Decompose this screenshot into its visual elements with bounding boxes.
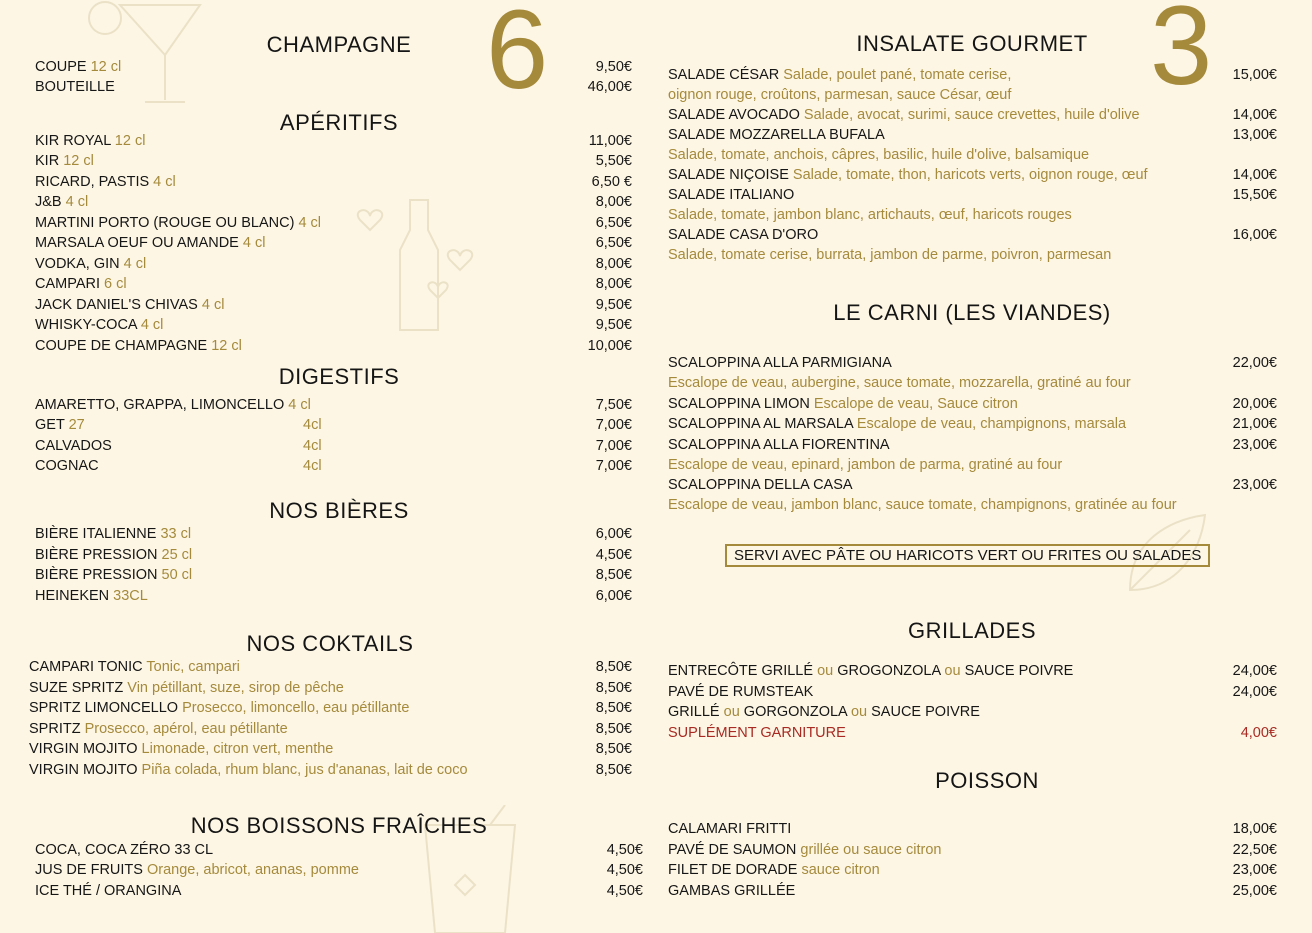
- item-price: 7,50€: [595, 397, 632, 413]
- item-price: 7,00€: [595, 458, 632, 474]
- menu-item: HEINEKEN 33CL: [35, 588, 148, 604]
- item-price: 8,50€: [595, 659, 632, 675]
- menu-item: BIÈRE PRESSION 25 cl: [35, 547, 193, 563]
- item-price: 8,50€: [595, 567, 632, 583]
- item-volume: 4cl: [303, 438, 322, 454]
- item-description: Escalope de veau, epinard, jambon de parma, gratiné au four: [668, 457, 1063, 473]
- item-price: 8,50€: [595, 762, 632, 778]
- section-title-champagne: CHAMPAGNE: [266, 32, 412, 57]
- item-description: Salade, tomate cerise, burrata, jambon de parme, poivron, parmesan: [668, 247, 1112, 263]
- menu-item: SPRITZ Prosecco, apérol, eau pétillante: [29, 721, 288, 737]
- item-price: 8,50€: [595, 741, 632, 757]
- section-title-digestifs: DIGESTIFS: [278, 364, 400, 389]
- item-price: 18,00€: [1232, 821, 1277, 837]
- menu-item: J&B 4 cl: [35, 194, 89, 210]
- menu-item: RICARD, PASTIS 4 cl: [35, 174, 176, 190]
- item-price: 8,50€: [595, 680, 632, 696]
- section-title-bieres: NOS BIÈRES: [269, 498, 409, 523]
- menu-item: GRILLÉ ou GORGONZOLA ou SAUCE POIVRE: [668, 704, 980, 720]
- menu-item: PAVÉ DE SAUMON grillée ou sauce citron: [668, 842, 942, 858]
- item-description: Escalope de veau, aubergine, sauce tomate, mozzarella, gratiné au four: [668, 375, 1131, 391]
- section-title-poisson: POISSON: [935, 768, 1039, 793]
- menu-item: JACK DANIEL'S CHIVAS 4 cl: [35, 297, 225, 313]
- item-price: 22,50€: [1232, 842, 1277, 858]
- item-price: 8,50€: [595, 700, 632, 716]
- item-price: 4,50€: [606, 862, 643, 878]
- item-price: 6,50€: [595, 215, 632, 231]
- item-price: 4,50€: [606, 842, 643, 858]
- menu-item: SCALOPPINA DELLA CASA: [668, 477, 853, 493]
- menu-item: COGNAC: [35, 458, 99, 474]
- item-price: 11,00€: [588, 133, 632, 149]
- item-price: 9,50€: [595, 59, 632, 75]
- menu-item: WHISKY-COCA 4 cl: [35, 317, 164, 333]
- menu-item: VIRGIN MOJITO Piña colada, rhum blanc, jus d'ananas, lait de coco: [29, 762, 468, 778]
- item-price: 14,00€: [1232, 167, 1277, 183]
- menu-item: COCA, COCA ZÉRO 33 CL: [35, 842, 214, 858]
- menu-item: ENTRECÔTE GRILLÉ ou GROGONZOLA ou SAUCE POIVRE: [668, 663, 1074, 679]
- item-price: 15,00€: [1232, 67, 1277, 83]
- item-price: 6,00€: [595, 588, 632, 604]
- menu-item: AMARETTO, GRAPPA, LIMONCELLO 4 cl: [35, 397, 311, 413]
- menu-item: SALADE ITALIANO: [668, 187, 795, 203]
- page-number-right: 3: [1150, 0, 1213, 108]
- page-number-left: 6: [486, 0, 549, 112]
- menu-item: SCALOPPINA ALLA FIORENTINA: [668, 437, 890, 453]
- item-price: 20,00€: [1232, 396, 1277, 412]
- item-price: 7,00€: [595, 438, 632, 454]
- menu-item: FILET DE DORADE sauce citron: [668, 862, 880, 878]
- section-title-grillades: GRILLADES: [908, 618, 1036, 643]
- menu-item: SALADE MOZZARELLA BUFALA: [668, 127, 885, 143]
- item-price: 4,00€: [1240, 725, 1277, 741]
- section-title-boissons: NOS BOISSONS FRAÎCHES: [190, 813, 488, 838]
- item-description: oignon rouge, croûtons, parmesan, sauce César, œuf: [668, 87, 1012, 103]
- item-price: 8,00€: [595, 276, 632, 292]
- menu-item: MARTINI PORTO (ROUGE OU BLANC) 4 cl: [35, 215, 322, 231]
- menu-item: PAVÉ DE RUMSTEAK: [668, 684, 814, 700]
- item-price: 14,00€: [1232, 107, 1277, 123]
- menu-item: VIRGIN MOJITO Limonade, citron vert, menthe: [29, 741, 334, 757]
- item-price: 6,00€: [595, 526, 632, 542]
- menu-item: CALVADOS: [35, 438, 112, 454]
- item-price: 25,00€: [1232, 883, 1277, 899]
- item-price: 6,50€: [595, 235, 632, 251]
- section-title-salades: INSALATE GOURMET: [856, 31, 1088, 56]
- item-price: 5,50€: [595, 153, 632, 169]
- menu-item-supplement: SUPLÉMENT GARNITURE: [668, 725, 846, 741]
- item-description: Salade, tomate, anchois, câpres, basilic, huile d'olive, balsamique: [668, 147, 1090, 163]
- item-price: 8,50€: [595, 721, 632, 737]
- item-volume: 4cl: [303, 417, 322, 433]
- menu-item: GET 27: [35, 417, 85, 433]
- item-price: 16,00€: [1232, 227, 1277, 243]
- menu-item: BIÈRE ITALIENNE 33 cl: [35, 526, 192, 542]
- item-price: 4,50€: [595, 547, 632, 563]
- menu-item: SUZE SPRITZ Vin pétillant, suze, sirop de pêche: [29, 680, 344, 696]
- item-price: 21,00€: [1232, 416, 1277, 432]
- menu-item: SALADE CASA D'ORO: [668, 227, 819, 243]
- item-price: 4,50€: [606, 883, 643, 899]
- menu-item: SALADE AVOCADO Salade, avocat, surimi, sauce crevettes, huile d'olive: [668, 107, 1140, 123]
- menu-item: SPRITZ LIMONCELLO Prosecco, limoncello, eau pétillante: [29, 700, 410, 716]
- bottle-icon: [330, 190, 490, 340]
- item-price: 8,00€: [595, 194, 632, 210]
- menu-item: SCALOPPINA ALLA PARMIGIANA: [668, 355, 892, 371]
- item-price: 22,00€: [1232, 355, 1277, 371]
- menu-item: VODKA, GIN 4 cl: [35, 256, 147, 272]
- item-price: 9,50€: [595, 297, 632, 313]
- item-price: 10,00€: [587, 338, 632, 354]
- section-title-aperitifs: APÉRITIFS: [279, 110, 399, 135]
- menu-item: SCALOPPINA LIMON Escalope de veau, Sauce citron: [668, 396, 1018, 412]
- item-description: Escalope de veau, jambon blanc, sauce tomate, champignons, gratinée au four: [668, 497, 1177, 513]
- menu-item: MARSALA OEUF OU AMANDE 4 cl: [35, 235, 266, 251]
- menu-item: KIR 12 cl: [35, 153, 94, 169]
- menu-item: COUPE 12 cl: [35, 59, 122, 75]
- menu-item: ICE THÉ / ORANGINA: [35, 883, 182, 899]
- menu-item: SCALOPPINA AL MARSALA Escalope de veau, champignons, marsala: [668, 416, 1127, 432]
- item-price: 8,00€: [595, 256, 632, 272]
- item-price: 24,00€: [1232, 663, 1277, 679]
- menu-item: JUS DE FRUITS Orange, abricot, ananas, pomme: [35, 862, 359, 878]
- menu-item: SALADE NIÇOISE Salade, tomate, thon, haricots verts, oignon rouge, œuf: [668, 167, 1148, 183]
- menu-item: CAMPARI TONIC Tonic, campari: [29, 659, 240, 675]
- menu-item: COUPE DE CHAMPAGNE 12 cl: [35, 338, 242, 354]
- item-price: 23,00€: [1232, 477, 1277, 493]
- item-price: 7,00€: [595, 417, 632, 433]
- menu-item: BOUTEILLE: [35, 79, 115, 95]
- item-price: 23,00€: [1232, 862, 1277, 878]
- item-price: 23,00€: [1232, 437, 1277, 453]
- item-price: 9,50€: [595, 317, 632, 333]
- item-price: 24,00€: [1232, 684, 1277, 700]
- menu-item: SALADE CÉSAR Salade, poulet pané, tomate cerise,: [668, 67, 1012, 83]
- menu-item: CALAMARI FRITTI: [668, 821, 792, 837]
- item-volume: 4cl: [303, 458, 322, 474]
- item-description: Salade, tomate, jambon blanc, artichauts, œuf, haricots rouges: [668, 207, 1072, 223]
- served-with-note: SERVI AVEC PÂTE OU HARICOTS VERT OU FRITES OU SALADES: [725, 544, 1210, 567]
- item-price: 46,00€: [587, 79, 632, 95]
- section-title-carni: LE CARNI (LES VIANDES): [833, 300, 1111, 325]
- section-title-coktails: NOS COKTAILS: [246, 631, 414, 656]
- menu-item: KIR ROYAL 12 cl: [35, 133, 146, 149]
- item-price: 6,50 €: [591, 174, 632, 190]
- menu-item: GAMBAS GRILLÉE: [668, 883, 796, 899]
- item-price: 15,50€: [1232, 187, 1277, 203]
- menu-item: CAMPARI 6 cl: [35, 276, 127, 292]
- item-price: 13,00€: [1232, 127, 1277, 143]
- menu-item: BIÈRE PRESSION 50 cl: [35, 567, 193, 583]
